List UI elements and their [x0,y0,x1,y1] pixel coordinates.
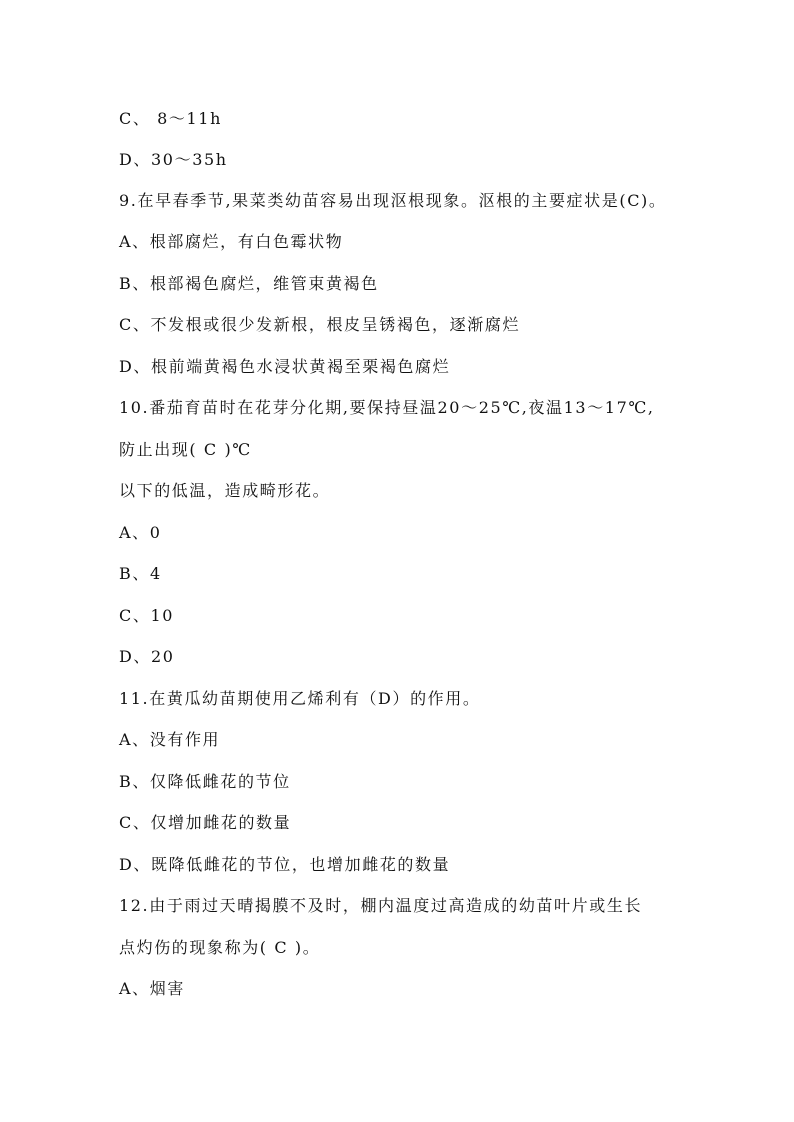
question-10-line-1: 10.番茄育苗时在花芽分化期,要保持昼温20～25℃,夜温13～17℃, [119,398,655,417]
option-a-q12: A、烟害 [119,979,185,998]
option-d-q10: D、20 [119,647,175,666]
option-b-q11: B、仅降低雌花的节位 [119,772,291,791]
option-b-q9: B、根部褐色腐烂，维管束黄褐色 [119,274,379,293]
option-c-q10: C、10 [119,606,175,625]
option-b-q10: B、4 [119,564,162,583]
option-c-q9: C、不发根或很少发新根，根皮呈锈褐色，逐渐腐烂 [119,315,521,334]
option-c-q8: C、 8～11h [119,109,222,128]
question-11: 11.在黄瓜幼苗期使用乙烯利有（D）的作用。 [119,689,481,708]
option-d-q9: D、根前端黄褐色水浸状黄褐至栗褐色腐烂 [119,357,451,376]
option-d-q11: D、既降低雌花的节位，也增加雌花的数量 [119,855,451,874]
option-a-q10: A、0 [119,523,162,542]
question-12-line-1: 12.由于雨过天晴揭膜不及时，棚内温度过高造成的幼苗叶片或生长 [119,896,643,915]
question-9: 9.在早春季节,果菜类幼苗容易出现沤根现象。沤根的主要症状是(C)。 [119,191,667,210]
option-c-q11: C、仅增加雌花的数量 [119,813,292,832]
option-d-q8: D、30～35h [119,150,228,169]
question-12-line-2: 点灼伤的现象称为( C )。 [119,938,321,957]
question-10-line-2: 防止出现( C )℃ [119,440,252,459]
option-a-q9: A、根部腐烂，有白色霉状物 [119,232,344,251]
option-a-q11: A、没有作用 [119,730,221,749]
question-10-line-3: 以下的低温，造成畸形花。 [119,481,331,500]
